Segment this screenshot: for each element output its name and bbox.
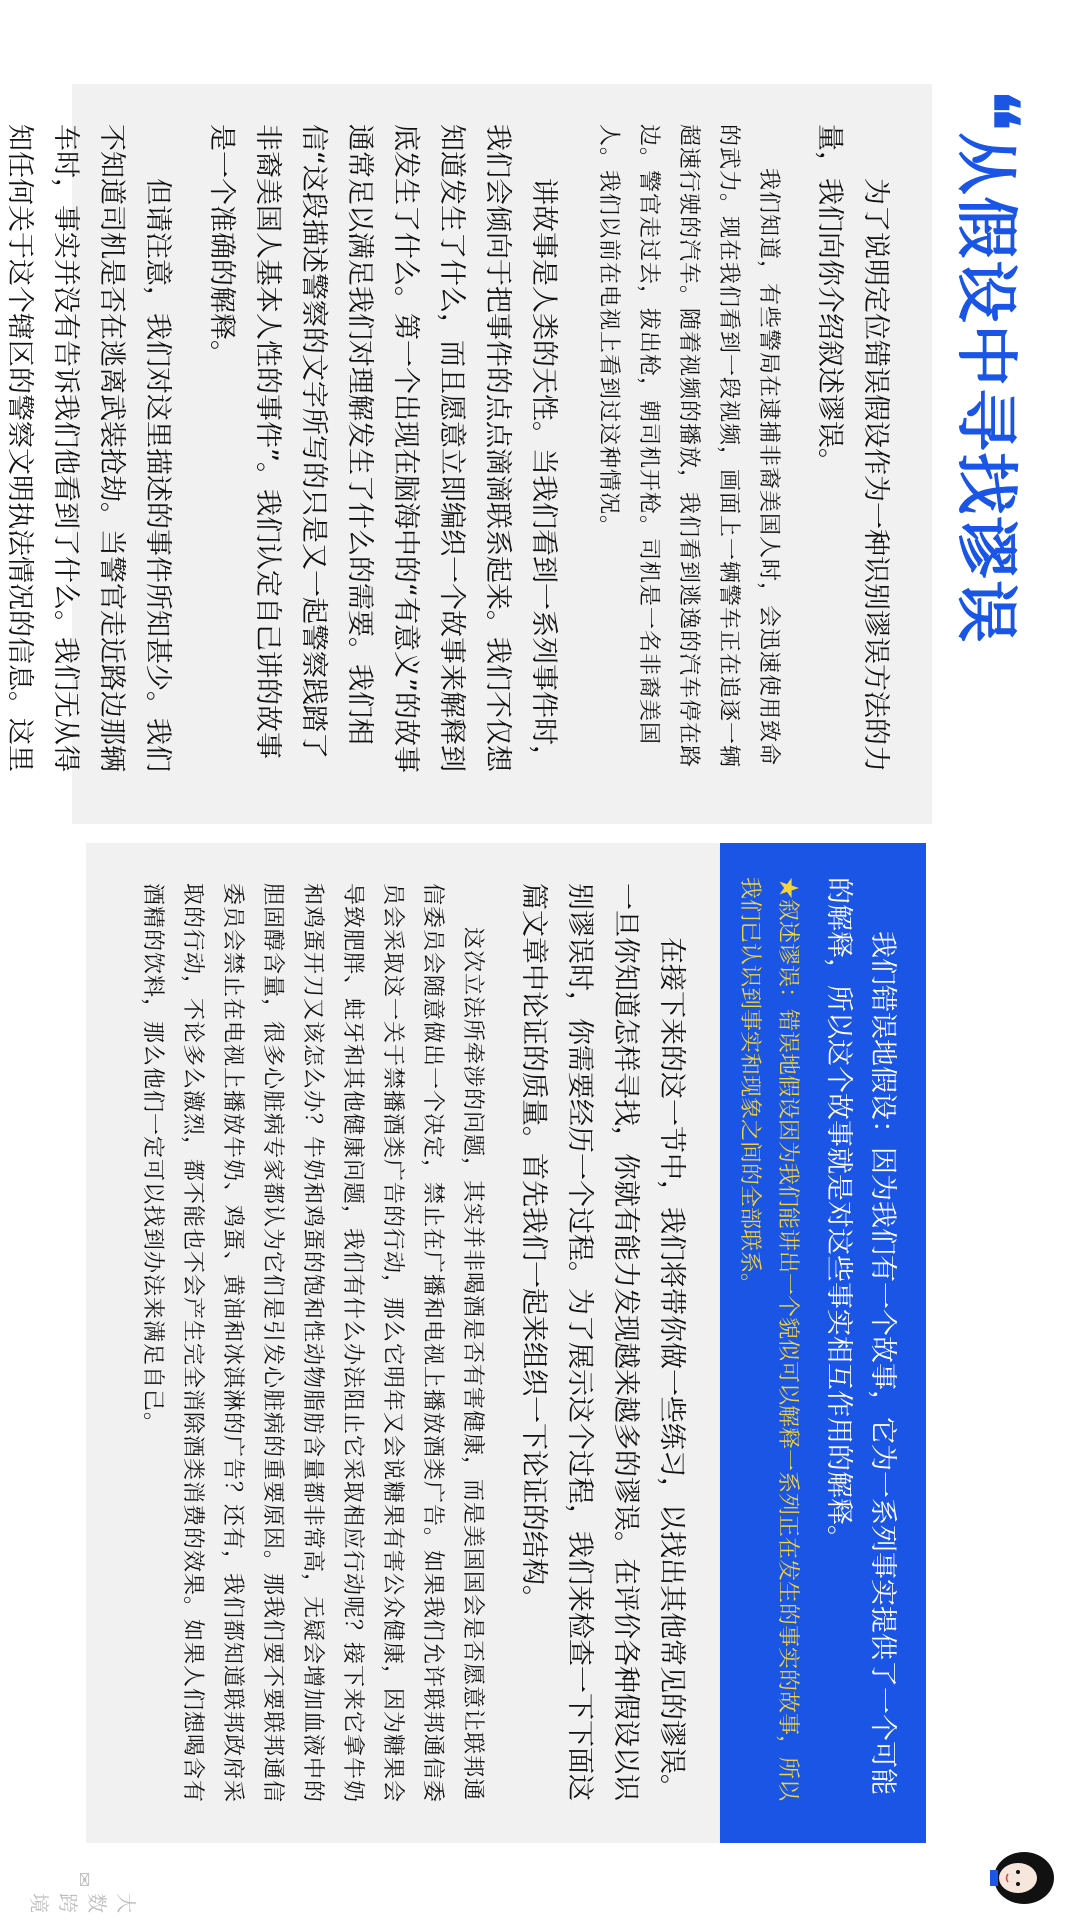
page-header bbox=[950, 90, 1035, 1790]
legislation-quote: 这次立法所牵涉的问题，其实并非喝酒是否有害健康，而是美国国会是否愿意让联邦通信委员会随意做出一个决定，禁止在广播和电视上播放酒类广告。如果我们允许联邦通信委员会采取这一关于禁播酒类广告的行动，那么它明年又会说糖果有害公众健康，因为糖果会导致肥胖、蛀牙和其他健康问题，我们有什么办法阻止它采取相应行动呢？接下来它拿牛奶和鸡蛋开刀又该怎么办？牛奶和鸡蛋的饱和性动物脂肪含量都非常高，无疑会增加血液中的胆固醇含量，很多心脏病专家都认为它们是引发心脏病的重要原因。那我们要不要联邦通信委员会禁止在电视上播放牛奶、鸡蛋、黄油和冰淇淋的广告？还有，我们都知道联邦政府采取的行动，不论多么激烈，都不能也不会产生完全消除酒类消费的效果。如果人们想喝含有酒精的饮料，那么他们一定可以找到办法来满足自己。 bbox=[140, 883, 485, 1804]
avatar-icon bbox=[990, 1848, 1060, 1908]
quote-mark-icon: ❛❛ bbox=[950, 90, 1035, 125]
right-text-panel bbox=[86, 843, 926, 1843]
fallacy-definition-text: 叙述谬误：错误地假设因为我们能讲出一个貌似可以解释一系列正在发生的事实的故事，所以我们已认识到事实和现象之间的全部联系。 bbox=[737, 877, 800, 1802]
right-body bbox=[90, 843, 720, 1843]
watermark-text: 大数跨境 bbox=[27, 1893, 138, 1914]
narrative-quote: 我们知道，有些警局在逮捕非裔美国人时，会迅速使用致命的武力。现在我们看到一段视频，画面上一辆警车正在追逐一辆超速行驶的汽车。随着视频的播放，我们看到逃逸的汽车停在路边。警官走过去，拔出枪，朝司机开枪。司机是一名非裔美国人。我们以前在电视上看到过这种情况。 bbox=[596, 124, 781, 769]
left-text-panel bbox=[4, 84, 932, 824]
fallacy-definition bbox=[730, 877, 806, 1813]
watermark bbox=[26, 1872, 142, 1920]
key-point-text: 我们错误地假设：因为我们有一个故事，它为一系列事实提供了一个可能的解释，所以这个故事就是对这些事实相互作用的解释。 bbox=[823, 877, 898, 1795]
star-icon: ★ bbox=[775, 877, 800, 900]
wechat-icon: ✉ bbox=[73, 1872, 95, 1888]
storytelling-paragraph: 讲故事是人类的天性。当我们看到一系列事件时，我们会倾向于把事件的点点滴滴联系起来。我们不仅想知道发生了什么，而且愿意立即编织一个故事来解释到底发生了什么。第一个出现在脑海中的“有意义”的故事通常足以满足我们对理解发生了什么的需要。我们相信“这段描述警察的文字所写的只是又一起警察践踏了非裔美国人基本人性的事件”。我们认定自己讲的故事是一个准确的解释。 bbox=[206, 124, 559, 773]
caution-paragraph: 但请注意，我们对这里描述的事件所知甚少。我们不知道司机是否在逃离武装抢劫。当警官走近路边那辆车时，事实并没有告诉我们他看到了什么。我们无从得知任何关于这个辖区的警察文明执法情况的信息。这里 bbox=[4, 124, 173, 772]
page-title: 从假设中寻找谬误 bbox=[950, 132, 1024, 645]
intro-paragraph: 为了说明定位错误假设作为一种识别谬误方法的力量，我们向你介绍叙述谬误。 bbox=[814, 124, 891, 772]
exercise-paragraph: 在接下来的这一节中，我们将带你做一些练习，以找出其他常见的谬误。一旦你知道怎样寻找，你就有能力发现越来越多的谬误。在评价各种假设以识别谬误时，你需要经历一个过程。为了展示这个过程，我们来检查一下下面这篇文章中论证的质量。首先我们一起来组织一下论证的结构。 bbox=[518, 883, 687, 1801]
key-point-box bbox=[720, 843, 926, 1843]
